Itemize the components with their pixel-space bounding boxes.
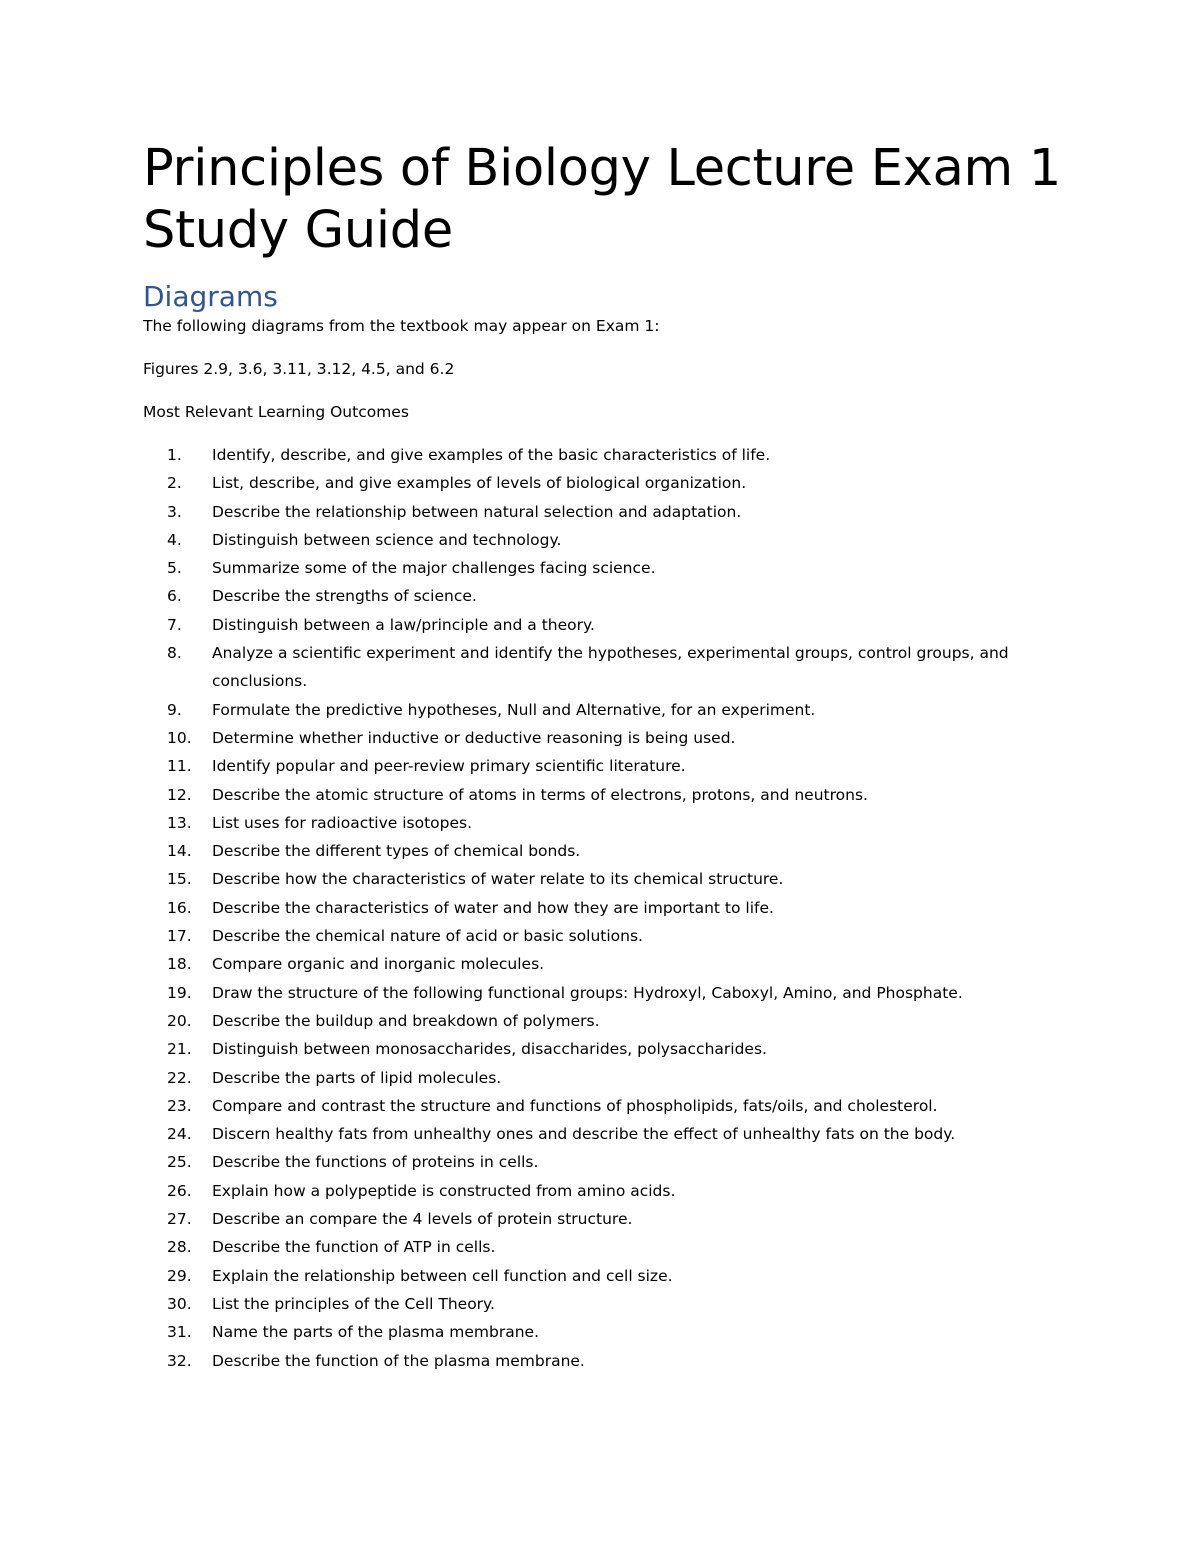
outcome-text: Distinguish between monosaccharides, disaccharides, polysaccharides. — [212, 1040, 767, 1059]
outcome-number-label: 23. — [167, 1096, 192, 1115]
outcome-text: Determine whether inductive or deductive reasoning is being used. — [212, 728, 736, 747]
outcome-number-label: 22. — [167, 1068, 192, 1087]
outcome-text: Describe the chemical nature of acid or basic solutions. — [212, 927, 643, 946]
outcome-number — [143, 696, 212, 724]
outcome-text: List, describe, and give examples of levels of biological organization. — [212, 474, 747, 493]
outcomes-list — [143, 441, 1073, 1375]
outcome-text: Describe the relationship between natural selection and adaptation. — [212, 502, 742, 521]
outcome-number — [143, 1290, 212, 1318]
outcome-number-label: 32. — [167, 1351, 192, 1370]
outcome-item — [143, 922, 1073, 950]
outcome-text: Formulate the predictive hypotheses, Null and Alternative, for an experiment. — [212, 700, 816, 719]
outcome-item — [143, 752, 1073, 780]
outcome-number-label: 24. — [167, 1125, 192, 1144]
outcome-text: Name the parts of the plasma membrane. — [212, 1323, 540, 1342]
outcome-item — [143, 582, 1073, 610]
outcome-number — [143, 1318, 212, 1346]
outcome-text: Identify popular and peer-review primary scientific literature. — [212, 757, 686, 776]
outcome-number-label: 4. — [167, 530, 182, 549]
outcome-item — [143, 1262, 1073, 1290]
outcome-number-label: 2. — [167, 474, 182, 493]
outcome-text: Summarize some of the major challenges facing science. — [212, 559, 656, 578]
outcome-item — [143, 1318, 1073, 1346]
outcome-item — [143, 441, 1073, 469]
outcome-number — [143, 469, 212, 497]
outcome-number — [143, 1092, 212, 1120]
outcome-number-label: 6. — [167, 587, 182, 606]
outcome-number-label: 9. — [167, 700, 182, 719]
outcome-item — [143, 469, 1073, 497]
outcome-text: Explain the relationship between cell function and cell size. — [212, 1266, 673, 1285]
outcome-text: Compare organic and inorganic molecules. — [212, 955, 545, 974]
outcome-number-label: 12. — [167, 785, 192, 804]
outcome-number-label: 10. — [167, 728, 192, 747]
outcome-item — [143, 865, 1073, 893]
outcome-number-label: 8. — [167, 644, 182, 663]
outcome-text: Discern healthy fats from unhealthy ones and describe the effect of unhealthy fats on the body. — [212, 1125, 956, 1144]
outcome-text: Describe the strengths of science. — [212, 587, 477, 606]
outcome-number — [143, 922, 212, 950]
outcome-number — [143, 554, 212, 582]
outcome-item — [143, 639, 1073, 696]
outcome-number-label: 26. — [167, 1181, 192, 1200]
outcome-number — [143, 752, 212, 780]
outcomes-label: Most Relevant Learning Outcomes — [143, 403, 409, 421]
outcome-number-label: 15. — [167, 870, 192, 889]
outcome-number-label: 20. — [167, 1011, 192, 1030]
outcome-number — [143, 809, 212, 837]
outcome-text: Distinguish between science and technology. — [212, 530, 562, 549]
outcome-number — [143, 1262, 212, 1290]
outcome-item — [143, 554, 1073, 582]
outcome-number-label: 14. — [167, 842, 192, 861]
outcome-number — [143, 1148, 212, 1176]
outcome-item — [143, 1205, 1073, 1233]
outcome-number — [143, 865, 212, 893]
outcome-item — [143, 1092, 1073, 1120]
outcome-item — [143, 1290, 1073, 1318]
outcome-number-label: 13. — [167, 813, 192, 832]
outcome-number-label: 3. — [167, 502, 182, 521]
outcome-item — [143, 979, 1073, 1007]
outcome-number-label: 31. — [167, 1323, 192, 1342]
outcome-number — [143, 894, 212, 922]
outcome-text: Analyze a scientific experiment and identify the hypotheses, experimental groups, control groups, and conclusions. — [212, 644, 1009, 691]
outcome-item — [143, 837, 1073, 865]
outcome-number-label: 18. — [167, 955, 192, 974]
outcome-item — [143, 1148, 1073, 1176]
outcome-number-label: 19. — [167, 983, 192, 1002]
outcome-text: Describe the function of ATP in cells. — [212, 1238, 496, 1257]
outcome-item — [143, 950, 1073, 978]
outcome-number-label: 1. — [167, 446, 182, 464]
outcome-text: Describe the characteristics of water and how they are important to life. — [212, 898, 774, 917]
outcome-number — [143, 837, 212, 865]
figures-paragraph: Figures 2.9, 3.6, 3.11, 3.12, 4.5, and 6.2 — [143, 360, 455, 378]
outcome-text: Describe the different types of chemical bonds. — [212, 842, 581, 861]
outcome-text: Describe the atomic structure of atoms in terms of electrons, protons, and neutrons. — [212, 785, 868, 804]
outcome-text: Identify, describe, and give examples of the basic characteristics of life. — [212, 446, 771, 464]
outcome-text: Compare and contrast the structure and functions of phospholipids, fats/oils, and cholesterol. — [212, 1096, 938, 1115]
outcome-text: List uses for radioactive isotopes. — [212, 813, 473, 832]
outcome-item — [143, 809, 1073, 837]
outcome-number-label: 21. — [167, 1040, 192, 1059]
outcome-number-label: 17. — [167, 927, 192, 946]
outcome-number — [143, 526, 212, 554]
document-page — [143, 138, 1073, 1375]
outcome-item — [143, 1064, 1073, 1092]
outcome-number-label: 25. — [167, 1153, 192, 1172]
intro-paragraph: The following diagrams from the textbook may appear on Exam 1: — [143, 317, 660, 335]
outcome-number — [143, 979, 212, 1007]
outcome-number — [143, 582, 212, 610]
outcome-text: Draw the structure of the following functional groups: Hydroxyl, Caboxyl, Amino, and Phosphate. — [212, 983, 963, 1002]
outcome-number-label: 5. — [167, 559, 182, 578]
outcome-item — [143, 696, 1073, 724]
outcome-number — [143, 1120, 212, 1148]
outcome-number-label: 16. — [167, 898, 192, 917]
outcome-number — [143, 1064, 212, 1092]
outcome-item — [143, 1347, 1073, 1375]
outcome-number — [143, 498, 212, 526]
outcome-item — [143, 1007, 1073, 1035]
outcome-item — [143, 1233, 1073, 1261]
outcome-text: Describe the function of the plasma membrane. — [212, 1351, 585, 1370]
outcome-number — [143, 1347, 212, 1375]
outcome-item — [143, 526, 1073, 554]
outcome-number-label: 30. — [167, 1294, 192, 1313]
outcome-text: Describe the parts of lipid molecules. — [212, 1068, 502, 1087]
outcome-number — [143, 1205, 212, 1233]
outcome-number-label: 7. — [167, 615, 182, 634]
outcome-text: Describe how the characteristics of water relate to its chemical structure. — [212, 870, 784, 889]
outcome-number — [143, 611, 212, 639]
document-title: Principles of Biology Lecture Exam 1 Study Guide — [143, 139, 1061, 260]
outcome-number — [143, 724, 212, 752]
outcome-number — [143, 639, 212, 696]
outcome-text: Distinguish between a law/principle and a theory. — [212, 615, 595, 634]
outcome-item — [143, 894, 1073, 922]
outcome-item — [143, 1177, 1073, 1205]
outcome-text: Describe the functions of proteins in cells. — [212, 1153, 539, 1172]
outcome-item — [143, 498, 1073, 526]
section-heading: Diagrams — [143, 280, 278, 313]
outcome-number — [143, 1177, 212, 1205]
outcome-text: Describe the buildup and breakdown of polymers. — [212, 1011, 600, 1030]
outcome-number — [143, 1035, 212, 1063]
outcome-text: Describe an compare the 4 levels of protein structure. — [212, 1210, 633, 1229]
outcome-number-label: 28. — [167, 1238, 192, 1257]
outcome-number — [143, 950, 212, 978]
outcome-number — [143, 1233, 212, 1261]
outcome-number-label: 11. — [167, 757, 192, 776]
outcome-item — [143, 1035, 1073, 1063]
outcome-item — [143, 781, 1073, 809]
outcome-number — [143, 441, 212, 469]
outcome-item — [143, 1120, 1073, 1148]
outcome-number-label: 29. — [167, 1266, 192, 1285]
outcome-number — [143, 1007, 212, 1035]
outcome-text: Explain how a polypeptide is constructed from amino acids. — [212, 1181, 676, 1200]
outcome-number — [143, 781, 212, 809]
outcome-number-label: 27. — [167, 1210, 192, 1229]
outcome-text: List the principles of the Cell Theory. — [212, 1294, 495, 1313]
outcome-item — [143, 724, 1073, 752]
outcome-item — [143, 611, 1073, 639]
